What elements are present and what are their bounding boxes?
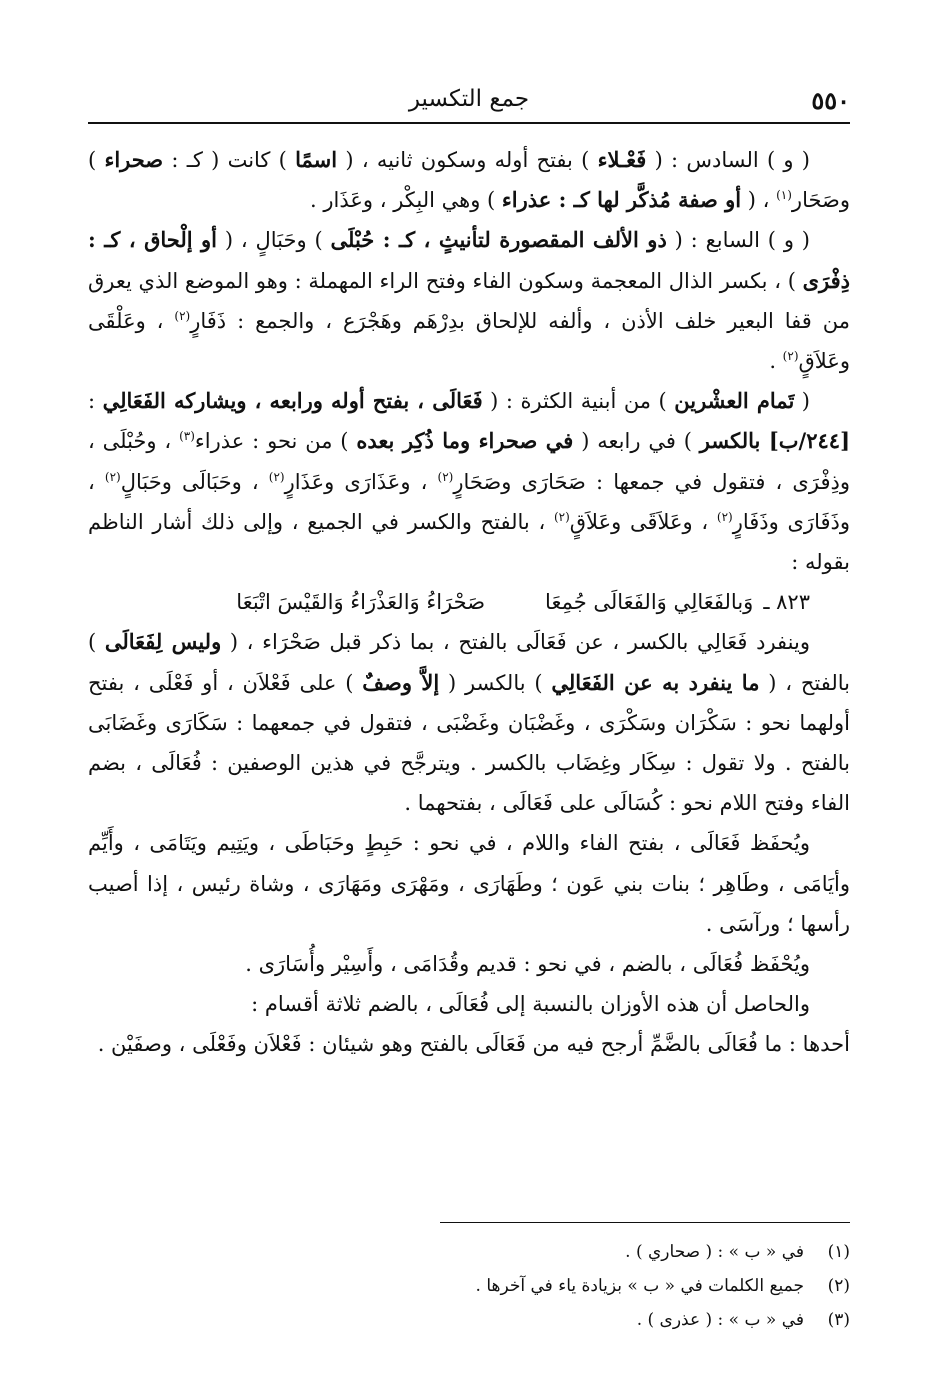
page-number: ٥٥٠ (811, 86, 850, 115)
bold-term: [٢٤٤/ب] بالكسر (699, 428, 851, 454)
running-title: جمع التكسير (408, 86, 530, 112)
footnote-number: (٢) (827, 1276, 850, 1296)
text-span: ) على فَعْلاَن ، أو فَعْلَى ، بفتح أولهما نحو : سَكْرَان وسَكْرَى ، وغَضْبَان وغَضْبَى ، فتقول في جمعهما : سَكَارَى وغَضَابَى بالفتح . ولا تقول : سِكَار وغِضَاب بالكسر . ويترجَّح في هذين الوصفين : فُعَالَى ، بضم الفاء وفتح اللام نحو : كُسَالَى على فَعَالَى ، بفتحهما . (88, 670, 850, 816)
footnote (88, 1269, 850, 1303)
text-span: . (769, 349, 783, 374)
text-span: ، بالفتح والكسر في الجميع ، وإلى ذلك أشار الناظم بقوله : (88, 509, 850, 575)
verse-number: ٨٢٣ ـ (763, 590, 810, 615)
paragraph-summary: والحاصل أن هذه الأوزان بالنسبة إلى فُعَالَى ، بالضم ثلاثة أقسام : (251, 992, 810, 1017)
paragraph-seventh (88, 220, 850, 381)
text-span: ) وحَبَالٍ ، ( (217, 228, 331, 253)
footnote-ref[interactable]: (٢) (174, 308, 191, 323)
text-span: ) بالكسر ( (439, 670, 552, 695)
verse-hemistich-first: وَبالفَعَالِي وَالفَعَالَى جُمِعَا (545, 590, 754, 615)
header-rule (88, 122, 850, 124)
bold-term: وليس لِفَعَالَى (104, 629, 222, 655)
text-span: ، ( (741, 188, 777, 213)
footnote (88, 1235, 850, 1269)
paragraph-preserved-damma: ويُحْفَظ فُعَالَى ، بالضم ، في نحو : قديم وقُدَامَى ، وأَسِيْر وأُسَارَى . (245, 952, 810, 977)
footnote-text: في « ب » : ( عذرى ) . (636, 1310, 804, 1330)
bold-term: في صحراء وما ذُكِر بعده (356, 428, 574, 454)
poem-verse (88, 582, 850, 622)
footnote-number: (١) (827, 1242, 850, 1262)
footnote-text: في « ب » : ( صحاري ) . (625, 1242, 804, 1262)
footnote (88, 1303, 850, 1337)
text-span: ( (794, 389, 810, 414)
text-span: ، وعَلاَقَى وعَلاَقٍ (569, 509, 717, 534)
text-span: ، وعَلْقَى وعَلاَقٍ (88, 308, 850, 374)
paragraph-sixth (88, 140, 850, 220)
text-span: ) في رابعه ( (573, 429, 700, 454)
text-span: ) بفتح أوله وسكون ثانيه ، ( (337, 148, 598, 172)
footnote-rule (440, 1222, 850, 1223)
text-span: ) من نحو : عذراء (194, 429, 357, 454)
main-text (88, 140, 850, 1065)
text-span: ) كانت ( كـ : (163, 148, 296, 172)
text-span: وينفرد فَعَالِي بالكسر ، عن فَعَالَى بالفتح ، بما ذكر قبل صَحْرَاء ، ( (221, 630, 810, 655)
bold-term: اسمًا (295, 147, 338, 172)
bold-term: فَعْـلاء (597, 147, 647, 172)
footnote-ref[interactable]: (٢) (104, 469, 121, 484)
footnote-number: (٣) (827, 1310, 850, 1330)
footnote-ref[interactable]: (٣) (179, 429, 195, 444)
text-span: ، وحُبْلَى ، وذِفْرَى ، فتقول في جمعها : صَحَارَى وصَحَارٍ (88, 429, 850, 494)
footnote-text: جميع الكلمات في « ب » بزيادة ياء في آخرها . (475, 1276, 804, 1296)
paragraph-fa-ali (88, 622, 850, 823)
text-span: ) من أبنية الكثرة : ( (482, 389, 675, 414)
footnote-ref[interactable]: (٢) (716, 509, 733, 524)
text-span: ) وصَحَار (88, 148, 850, 213)
paragraph-preserved-fatha: ويُحفَظ فَعَالَى ، بفتح الفاء واللام ، في نحو : حَبِطٍ وحَبَاطَى ، ويَتِيم ويَتَامَى ، وأَيِّم وأيَامَى ، وطَاهِر ؛ بنات بني عَون ؛ وطَهَارَى ، ومَهْرَى ومَهَارَى ، وشاة رئيس ، إذا أصيب رأسها ؛ ورآسَى . (88, 831, 850, 936)
paragraph-first-category: أحدها : ما فُعَالَى بالضَّمِّ أرجح فيه من فَعَالَى بالفتح وهو شيئان : فَعْلاَن وفَعْلَى ، وصفَيْن . (97, 1032, 850, 1057)
text-span: ) بالفتح ، ( (88, 630, 850, 695)
paragraph-twentieth (88, 381, 850, 582)
footnote-ref[interactable]: (٢) (437, 469, 454, 484)
text-span: ( و ) السادس : ( (646, 148, 810, 172)
text-span: : (88, 389, 103, 414)
text-span: ، وحَبَالَى وحَبَالٍ (120, 469, 269, 494)
bold-term: فَعَالَى ، بفتح أوله ورابعه ، ويشاركه الفَعَالِي (102, 388, 483, 414)
footnote-ref[interactable]: (٢) (782, 349, 799, 364)
bold-term: ما ينفرد به عن الفَعَالِي (551, 669, 760, 695)
text-span: ، وذَفَارَى وذَفَارٍ (88, 469, 850, 534)
footnotes (88, 1235, 850, 1337)
bold-term: تَمام العشْرين (674, 388, 795, 414)
bold-term: أو صفة مُذكَّر لها كـ : عذراء (501, 187, 742, 213)
footnote-ref[interactable]: (٢) (553, 509, 570, 524)
verse-hemistich-second: صَحْرَاءُ وَالعَذْرَاءُ وَالقَيْسَ اتْبَعَا (236, 590, 486, 615)
text-span: ) وهي البِكْر ، وعَذَار . (310, 188, 502, 213)
text-span: ، وعَذَارَى وعَذَارٍ (284, 469, 438, 494)
bold-term: إلاَّ وصفٌ (362, 669, 440, 695)
footnote-ref[interactable]: (٢) (268, 469, 285, 484)
bold-term: ذو الألف المقصورة لتأنيثٍ ، كـ : حُبْلَى (330, 227, 667, 253)
text-span: ) ، بكسر الذال المعجمة وسكون الفاء وفتح الراء المهملة : وهو الموضع الذي يعرق من قفا البعير خلف الأذن ، وألفه للإلحاق بدِرْهَم وهَجْرَع ، والجمع : ذَفَارٍ (88, 268, 850, 333)
footnote-ref[interactable]: (١) (776, 188, 792, 203)
text-span: ( و ) السابع : ( (666, 228, 811, 253)
bold-term: أو إلْحاق ، كـ : ذِفْرَى (88, 227, 850, 293)
page-header (88, 82, 850, 122)
bold-term: صحراء (104, 147, 164, 172)
